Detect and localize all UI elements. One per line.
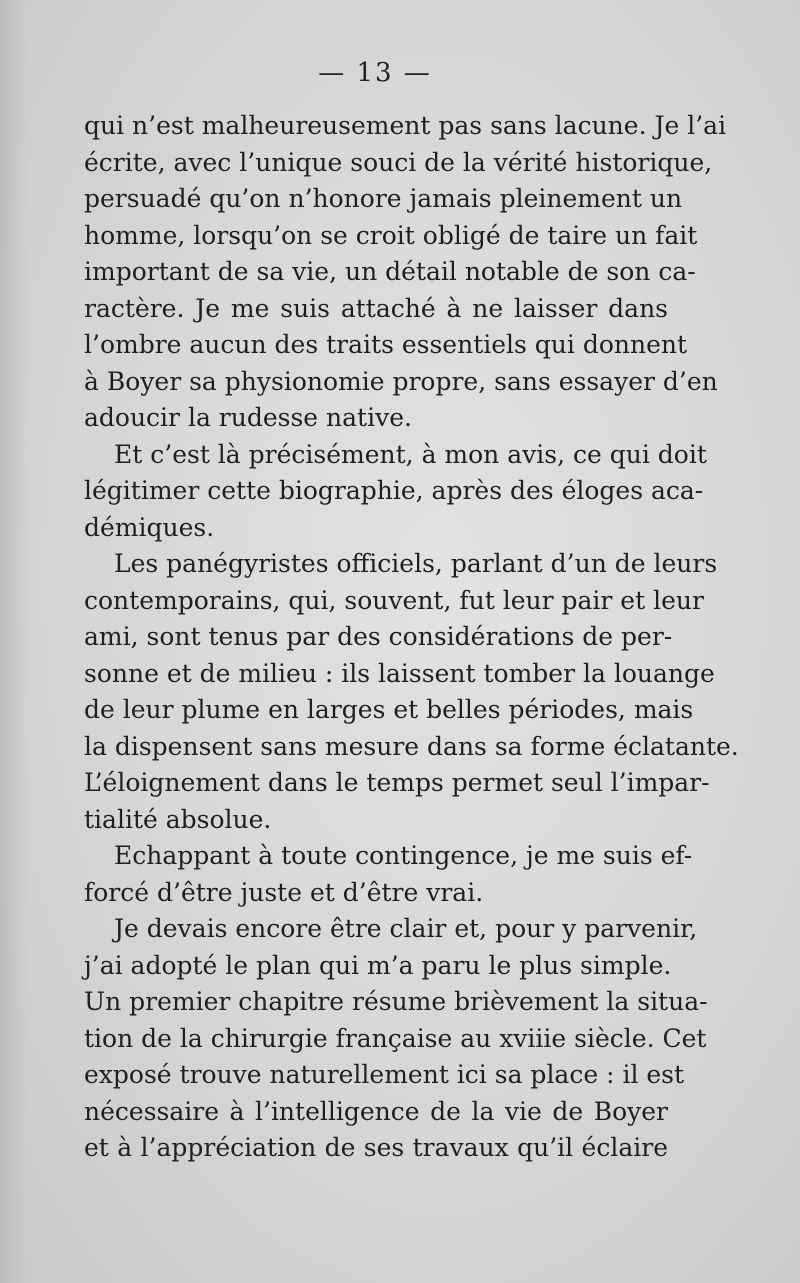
text-line: démiques. [84, 512, 215, 542]
text-line: l’ombre aucun des traits essentiels qui donnent [84, 330, 688, 359]
text-line: exposé trouve naturellement ici sa place : il est [84, 1060, 685, 1089]
text-line: important de sa vie, un détail notable de son ca- [84, 257, 696, 286]
text-line: ractère. Je me suis attaché à ne laisser dans [84, 293, 668, 323]
text-line: contemporains, qui, souvent, fut leur pair et leur [84, 585, 704, 615]
page-number: — 13 — [318, 58, 432, 88]
text-line: Un premier chapitre résume brièvement la situa- [84, 987, 708, 1016]
text-line: la dispensent sans mesure dans sa forme éclatante. [84, 731, 739, 761]
text-line: j’ai adopté le plan qui m’a paru le plus simple. [84, 950, 672, 980]
text-line: Les panégyristes officiels, parlant d’un de leurs [114, 549, 718, 578]
text-line: adoucir la rudesse native. [84, 403, 412, 432]
text-line: à Boyer sa physionomie propre, sans essayer d’en [84, 366, 718, 396]
text-line: de leur plume en larges et belles périodes, mais [84, 695, 694, 724]
text-line: tialité absolue. [84, 804, 272, 834]
text-line: ami, sont tenus par des considérations de per- [84, 622, 673, 651]
text-line: tion de la chirurgie française au xviiie siècle. Cet [84, 1023, 707, 1053]
text-line: Echappant à toute contingence, je me suis ef- [114, 841, 693, 870]
text-line: Je devais encore être clair et, pour y parvenir, [114, 914, 698, 943]
body-text [84, 108, 739, 1167]
text-line: qui n’est malheureusement pas sans lacune. Je l’ai [84, 111, 727, 140]
text-line: L’éloignement dans le temps permet seul l’impar- [84, 768, 710, 797]
text-line: légitimer cette biographie, après des éloges aca- [84, 476, 704, 505]
text-line: écrite, avec l’unique souci de la vérité historique, [84, 147, 713, 177]
text-line: sonne et de milieu : ils laissent tomber la louange [84, 658, 715, 688]
text-line: homme, lorsqu’on se croit obligé de taire un fait [84, 220, 698, 250]
text-line: et à l’appréciation de ses travaux qu’il éclaire [84, 1133, 668, 1162]
text-line: nécessaire à l’intelligence de la vie de Boyer [84, 1096, 668, 1126]
text-line: persuadé qu’on n’honore jamais pleinement un [84, 184, 683, 213]
text-line: Et c’est là précisément, à mon avis, ce qui doit [114, 439, 707, 469]
text-line: forcé d’être juste et d’être vrai. [84, 877, 484, 907]
